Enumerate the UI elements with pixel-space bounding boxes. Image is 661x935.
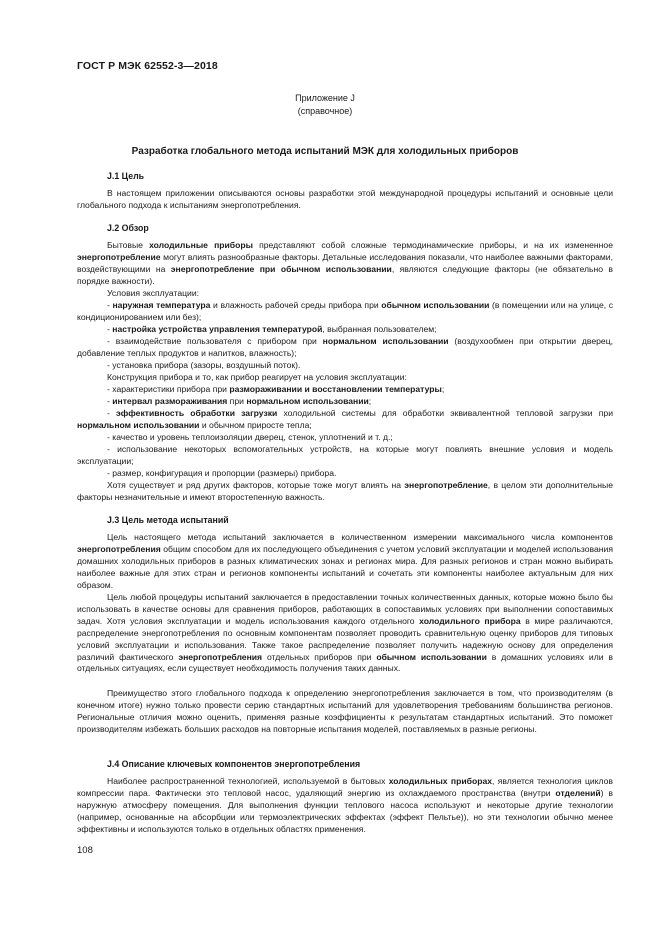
bold-term: наружная температура — [112, 300, 211, 310]
bold-term: эффективность обработки загрузки — [116, 408, 278, 418]
section-heading-j3: J.3 Цель метода испытаний — [107, 515, 229, 525]
paragraph: - характеристики прибора при размораживании и восстановлении температуры; — [107, 384, 445, 394]
paragraph: Цель настоящего метода испытаний заключается в количественном измерении максимального числа компонентов энергопотребления общим способом для их последующего объединения с учетом условий эксплуатации и моделей использования домашних холодильных приборов в разных климатических зонах и регионах мира. Для разных регионов и стран можно выбирать наиболее важные для этих стран и регионов компоненты испытаний и сочетать эти компоненты наиболее актуальным для них образом. — [77, 532, 613, 590]
bold-term: настройка устройства управления температурой — [112, 324, 323, 334]
bold-term: обычном использовании — [381, 300, 490, 310]
paragraph: - качество и уровень теплоизоляции дверец, стенок, уплотнений и т. д.; — [107, 432, 393, 442]
bold-term: размораживании и восстановлении температуры — [229, 384, 442, 394]
paragraph: Условия эксплуатации: — [107, 288, 200, 298]
document-header: ГОСТ Р МЭК 62552-3—2018 — [77, 60, 218, 72]
bold-term: энергопотребления — [77, 543, 161, 554]
bold-term: холодильного прибора — [419, 615, 521, 626]
section-heading-j4: J.4 Описание ключевых компонентов энергопотребления — [107, 759, 361, 769]
bold-term: нормальном использовании — [322, 336, 449, 346]
appendix-type: (справочное) — [297, 106, 353, 116]
paragraph: Цель любой процедуры испытаний заключается в предоставлении точных количественных данных, которые можно было бы использовать в качестве основы для сравнения приборов, работающих в сопоставимых условиях при выполнении сопоставимых задач. Хотя условия эксплуатации и модель использования каждого отдельного холодильного прибора в мире различаются, распределение энергопотребления по основным компонентам позволяет проводить сравнительную оценку приборов для типовых условий эксплуатации и использования. Также такое распределение позволяет получить надежную основу для определения различий фактического энергопотребления отдельных приборов при обычном использовании в домашних условиях или в отдельных ситуациях, если существует необходимость получения таких данных. — [77, 592, 613, 674]
paragraph: - настройка устройства управления температурой, выбранная пользователем; — [107, 324, 437, 334]
bold-term: нормальном использовании — [77, 419, 200, 430]
appendix-heading: Разработка глобального метода испытаний МЭК для холодильных приборов — [131, 146, 519, 157]
paragraph: - размер, конфигурация и пропорции (размеры) прибора. — [107, 468, 337, 478]
paragraph: - установка прибора (зазоры, воздушный поток). — [107, 360, 301, 370]
paragraph: В настоящем приложении описываются основы разработки этой международной процедуры испытаний и основные цели глобального подхода к испытаниям энергопотребления. — [77, 188, 613, 210]
bold-term: нормальном использовании — [246, 396, 369, 406]
appendix-title: Приложение J — [295, 93, 355, 103]
section-heading-j1: J.1 Цель — [107, 171, 145, 181]
paragraph: Хотя существует и ряд других факторов, которые тоже могут влиять на энергопотребление, в целом эти дополнительные факторы незначительные и имеют второстепенную важность. — [77, 480, 614, 502]
bold-term: обычном использовании — [376, 651, 487, 662]
paragraph: - взаимодействие пользователя с прибором при нормальном использовании (воздухообмен при открытии дверец, добавление теплых продуктов и напитков, влажность); — [77, 336, 613, 358]
paragraph: Конструкция прибора и то, как прибор реагирует на условия эксплуатации: — [107, 372, 407, 382]
paragraph: - использование некоторых вспомогательных устройств, на которые могут повлиять внешние условия и модель эксплуатации; — [77, 444, 613, 466]
bold-term: энергопотребление — [404, 480, 488, 490]
bold-term: энергопотребления — [178, 651, 263, 662]
paragraph: - эффективность обработки загрузки холодильной системы для обработки эквивалентной тепловой загрузки при нормальном использовании и обычном приросте тепла; — [77, 408, 613, 430]
bold-term: интервал размораживания — [112, 396, 228, 406]
paragraph: Преимущество этого глобального подхода к определению энергопотребления заключается в том, что производителям (в конечном итоге) нужно только провести серию стандартных испытаний для удовлетворения требованиям большинства регионов. Региональные отличия можно оценить, применяя разные коэффициенты к результатам стандартных испытаний. Это поможет производителям избежать больших расходов на повторные испытания моделей, поставляемых в разные регионы. — [77, 688, 613, 734]
bold-term: отделений — [555, 787, 601, 798]
bold-term: энергопотребление при обычном использовании — [170, 263, 392, 274]
paragraph: Наиболее распространенной технологией, используемой в бытовых холодильных приборах, является технология циклов компрессии пара. Фактически это тепловой насос, удаляющий энергию из охлаждаемого пространства (внутри отделений) в наружную атмосферу помещения. Для выполнения функции теплового насоса используют и некоторые другие технологии (например, основанные на абсорбции или термоэлектрических эффектах (эффект Пельтье)), но эти технологии обычно менее эффективны и используются только в отдельных областях применения. — [77, 776, 613, 834]
page-number: 108 — [77, 845, 93, 856]
paragraph: - интервал размораживания при нормальном использовании; — [107, 396, 372, 406]
paragraph: Бытовые холодильные приборы представляют собой сложные термодинамические приборы, и на их измененное энергопотребление могут влиять разнообразные факторы. Детальные исследования показали, что наиболее важными факторами, воздействующими на энергопотребление при обычном использовании, являются следующие факторы (не обязательно в порядке важности). — [77, 240, 613, 286]
bold-term: энергопотребление — [77, 251, 161, 262]
paragraph: - наружная температура и влажность рабочей среды прибора при обычном использовании (в помещении или на улице, с кондиционированием или без); — [77, 300, 614, 322]
section-heading-j2: J.2 Обзор — [107, 223, 149, 233]
appendix-label — [77, 92, 573, 118]
bold-term: холодильных приборах — [388, 776, 493, 786]
bold-term: холодильные приборы — [149, 240, 253, 250]
